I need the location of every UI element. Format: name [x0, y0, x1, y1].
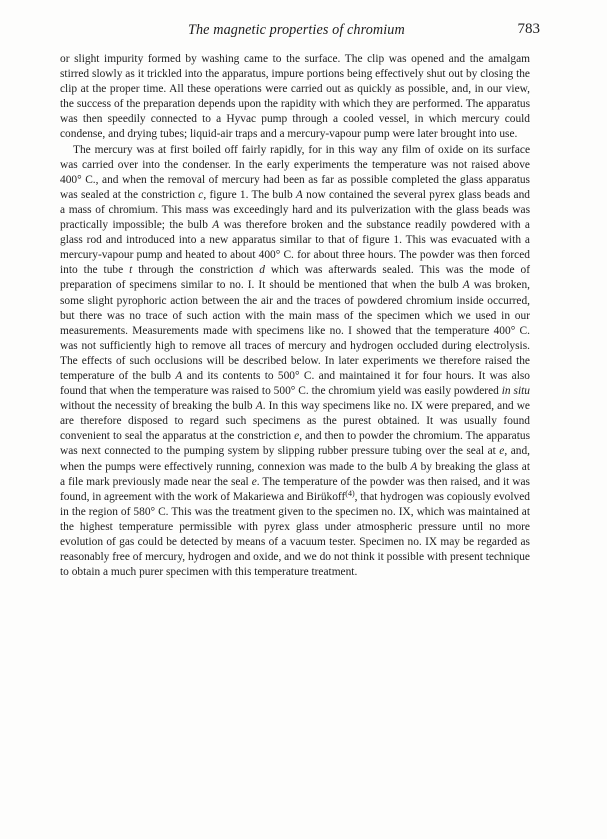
text-run: without the necessity of breaking the bulb	[60, 400, 256, 413]
text-run: , that hydrogen was copiously evolved in the region of 580° C. This was the treatment given to the specimen no. IX, which was maintained at the highest temperature permissible with pyrex glass under atmospheric pressure until no more evolution of gas could be detected by means of a vacuum tester. Specimen no. IX may be regarded as reasonably free of mercury, hydrogen and oxide, and we do not think it possible with present technique to obtain a much purer specimen with this temperature treatment.	[60, 490, 530, 579]
page-header	[80, 22, 540, 44]
italic-term: e	[294, 430, 300, 443]
italic-term: A	[212, 219, 220, 232]
italic-term: d	[259, 264, 265, 277]
article-body	[60, 52, 530, 580]
text-run: through the constriction	[132, 264, 260, 277]
text-run: by breaking the glass at a file mark previously made near the seal	[60, 460, 530, 488]
italic-term: A	[175, 369, 183, 382]
page-number: 783	[517, 21, 540, 37]
running-title: The magnetic properties of chromium	[188, 22, 405, 38]
italic-term: A	[462, 279, 470, 292]
italic-term: A	[255, 400, 263, 413]
italic-term: e	[499, 445, 505, 458]
text-run: The mercury was at first boiled off fairly rapidly, for in this way any film of oxide on its surface was carried over into the condenser. In the early experiments the temperature was not raised above 400° C., and when the removal of mercury had been as far as possible completed the glass apparatus was sealed at the constriction	[60, 143, 530, 201]
text-run: now contained the several pyrex glass beads and a mass of chromium. This mass was exceedingly hard and its pulverization with the glass beads was practically impossible; the bulb	[60, 188, 530, 232]
reference-superscript: (4)	[345, 488, 355, 498]
text-run: or slight impurity formed by washing came to the surface. The clip was opened and the amalgam stirred slowly as it trickled into the apparatus, impure portions being effectively shut out by closing the clip at the proper time. All these operations were carried out as quickly as possible, and, in our view, the success of the preparation depends upon the rapidity with which they are performed. The apparatus was then speedily connected to a Hyvac pump through a cooled vessel, in which mercury could condense, and drying tubes; liquid-air traps and a mercury-vapour pump were later brought into use.	[60, 53, 530, 141]
text-run: . In this way specimens like no. IX were prepared, and we are therefore disposed to regard such specimens as the purest obtained. It was usually found convenient to seal the apparatus at the constriction	[60, 400, 530, 443]
paragraph-1	[60, 52, 530, 143]
text-run: was therefore broken and the substance readily powdered with a glass rod and introduced into a new apparatus similar to that of figure 1. This was evacuated with a mercury-vapour pump and heated to about 400° C. for about three hours. The powder was then forced into the tube	[60, 219, 530, 277]
text-run: and its contents to 500° C. and maintained it for four hours. It was also found that when the temperature was raised to 500° C. the chromium yield was easily powdered	[60, 369, 531, 398]
text-run: which was afterwards sealed. This was the mode of preparation of specimens similar to no. I. It should be mentioned that when the bulb	[60, 264, 530, 292]
text-run: . The temperature of the powder was then raised, and it was found, in agreement with the work of Makariewa and Birükoff	[60, 475, 530, 503]
text-run: was broken, some slight pyrophoric action between the air and the traces of powdered chromium inside occurred, but there was no trace of such action with the main mass of the specimen which we used in our measurements. Measurements made with specimens like no. I showed that the temperature 400° C. was not sufficiently high to remove all traces of mercury and hydrogen occluded during electrolysis. The effects of such occlusions will be described below. In later experiments we therefore raised the temperature of the bulb	[60, 279, 530, 382]
text-run: , and then to powder the chromium. The apparatus was next connected to the pumping system by slipping rubber pressure tubing over the seal at	[60, 430, 531, 458]
text-run: , and, when the pumps were effectively running, connexion was made to the bulb	[60, 445, 530, 473]
paragraph-2	[60, 143, 530, 581]
text-run: , figure 1. The bulb	[203, 188, 296, 201]
italic-term: A	[410, 460, 418, 473]
italic-term: c	[198, 188, 204, 201]
italic-term: t	[129, 264, 133, 277]
italic-term: e	[251, 475, 257, 488]
italic-term: A	[295, 188, 303, 201]
italic-term: in situ	[501, 385, 530, 398]
